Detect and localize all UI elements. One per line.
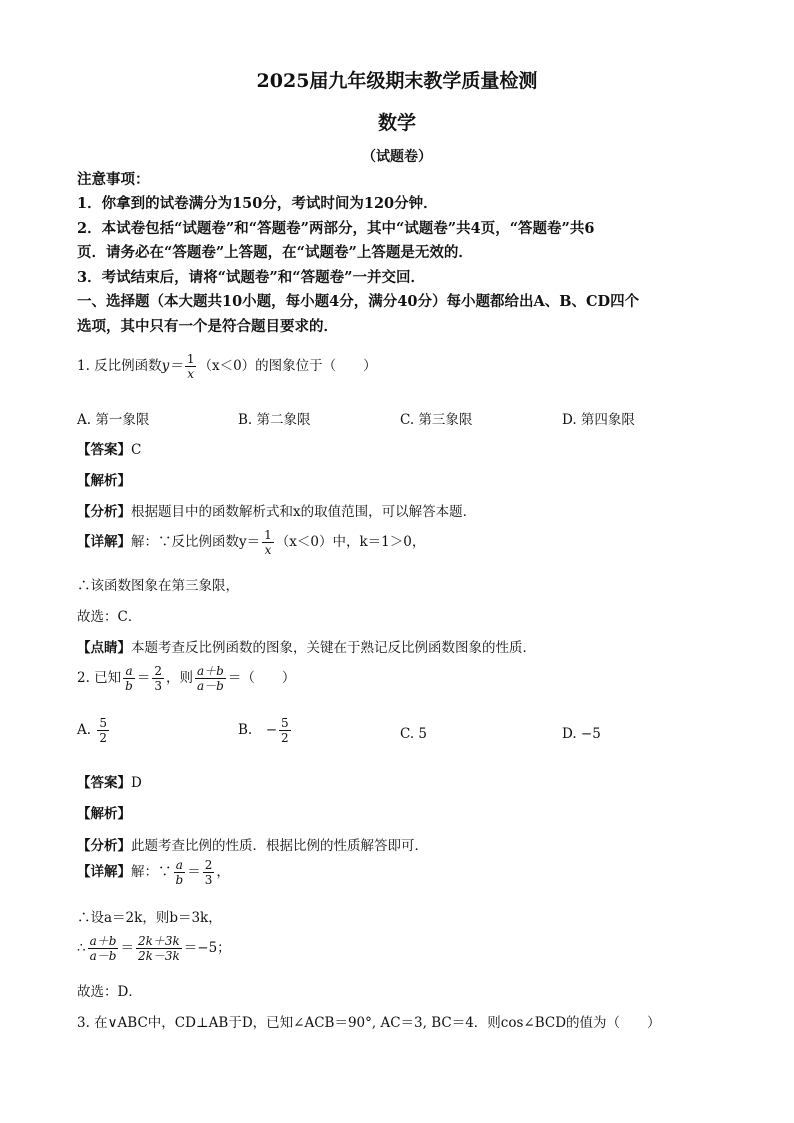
q2-option-a bbox=[77, 716, 111, 745]
q2-detail-frac-ab bbox=[174, 858, 186, 887]
q1-detail-a: 解：∵反比例函数y＝ bbox=[131, 534, 261, 550]
q1-fenxi-text: 根据题目中的函数解析式和x的取值范围，可以解答本题． bbox=[131, 504, 477, 520]
exam-title: 2025届九年级期末教学质量检测 bbox=[256, 70, 538, 92]
note-2b: 页．请务必在“答题卷”上答题，在“试题卷”上答题是无效的． bbox=[77, 244, 473, 261]
q2-step-1: ∴设a＝2k，则b＝3k， bbox=[77, 910, 222, 926]
q2-frac-ab bbox=[123, 664, 135, 693]
q2-mid: ，则 bbox=[166, 670, 193, 686]
q1-fenxi-tag: 【分析】 bbox=[77, 504, 131, 520]
section1-line2: 选项，其中只有一个是符合题目要求的． bbox=[77, 318, 338, 335]
q2-answer-tag: 【答案】 bbox=[77, 775, 131, 791]
q2-answer-value: D bbox=[131, 775, 142, 791]
q1-detail bbox=[77, 528, 425, 557]
q2-opt-b-num: 5 bbox=[281, 716, 289, 730]
q2-f2-den: 3 bbox=[154, 679, 162, 693]
paper-type: （试题卷） bbox=[362, 149, 432, 165]
q1-prefix: 1. 反比例函数 bbox=[77, 358, 162, 374]
q2-tail: ＝（ ） bbox=[227, 670, 296, 686]
q2-eq: ＝ bbox=[136, 670, 151, 686]
q2-s2-frac-2 bbox=[136, 934, 182, 963]
q2-fenxi-text: 此题考查比例的性质．根据比例的性质解答即可． bbox=[131, 838, 428, 854]
q2-step-2 bbox=[77, 934, 231, 963]
q2-fenxi-tag: 【分析】 bbox=[77, 838, 131, 854]
q2-frac-sum-diff bbox=[195, 664, 226, 693]
q1-answer-tag: 【答案】 bbox=[77, 442, 131, 458]
q2-s2-frac-1 bbox=[88, 934, 119, 963]
q2-opt-b-frac bbox=[279, 716, 291, 745]
q2-analysis-tag: 【解析】 bbox=[77, 806, 131, 822]
note-3: 3．考试结束后，请将“试题卷”和“答题卷”一并交回． bbox=[77, 269, 425, 286]
q2-detail-a: 解：∵ bbox=[131, 864, 172, 880]
q1-detail-tag: 【详解】 bbox=[77, 534, 131, 550]
q1-frac-den: x bbox=[187, 367, 195, 381]
q2-s2-tail: ＝−5； bbox=[183, 940, 231, 956]
q1-answer-value: C bbox=[131, 442, 142, 458]
q2-d-tail: ， bbox=[216, 864, 230, 880]
q2-s2-f1-den: a－b bbox=[89, 949, 117, 963]
q2-opt-b-den: 2 bbox=[281, 731, 289, 745]
q1-comment bbox=[77, 636, 536, 656]
q1-cond: （x＜0）的图象位于（ ） bbox=[198, 358, 377, 374]
q1-option-c: C. 第三象限 bbox=[400, 412, 473, 428]
note-2a: 2．本试卷包括“试题卷”和“答题卷”两部分，其中“试题卷”共4页，“答题卷”共6 bbox=[77, 220, 595, 237]
q2-s2-f1-num: a＋b bbox=[89, 934, 117, 948]
q2-option-c: C. 5 bbox=[400, 726, 428, 742]
q1-step-1: ∴该函数图象在第三象限， bbox=[77, 578, 239, 594]
question-3: 3. 在∨ABC中，CD⊥AB于D，已知∠ACB＝90°, AC＝3, BC＝4．则cos∠BCD的值为（ ） bbox=[77, 1015, 661, 1031]
q1-choose: 故选：C． bbox=[77, 609, 142, 625]
q1-option-a: A. 第一象限 bbox=[77, 412, 150, 428]
q2-s2-f2-num: 2k＋3k bbox=[137, 934, 180, 948]
note-1: 1．你拿到的试卷满分为150分，考试时间为120分钟． bbox=[77, 195, 438, 212]
q2-detail-frac-23 bbox=[203, 858, 215, 887]
q2-answer bbox=[77, 771, 142, 791]
q2-fenxi bbox=[77, 834, 428, 854]
q2-d-f1-num: a bbox=[175, 858, 183, 872]
q2-opt-a-frac bbox=[97, 716, 109, 745]
question-2 bbox=[77, 664, 295, 693]
q2-prefix: 2. 已知 bbox=[77, 670, 122, 686]
q2-d-f1-den: b bbox=[175, 873, 184, 887]
q2-f1-den: b bbox=[125, 679, 133, 693]
q1-comment-tag: 【点睛】 bbox=[77, 640, 131, 656]
q2-choose: 故选：D． bbox=[77, 984, 142, 1000]
q2-frac-23 bbox=[152, 664, 164, 693]
q2-f3-num: a＋b bbox=[197, 664, 224, 678]
q2-f1-num: a bbox=[125, 664, 133, 678]
q2-d-f2-num: 2 bbox=[204, 858, 213, 872]
q1-option-d: D. 第四象限 bbox=[562, 412, 635, 428]
q2-f2-num: 2 bbox=[154, 664, 162, 678]
q2-opt-a-den: 2 bbox=[99, 731, 107, 745]
q2-step2-a: ∴ bbox=[77, 940, 86, 956]
q2-detail bbox=[77, 858, 230, 887]
q2-opt-a-num: 5 bbox=[99, 716, 107, 730]
q1-fraction bbox=[185, 352, 197, 381]
q1-detail-den: x bbox=[264, 543, 272, 557]
q2-opt-a-label: A. bbox=[77, 722, 92, 738]
q1-answer bbox=[77, 438, 141, 458]
q1-detail-b: （x＜0）中，k＝1＞0， bbox=[275, 534, 426, 550]
q1-detail-fraction bbox=[262, 528, 274, 557]
notes-heading: 注意事项： bbox=[77, 171, 150, 188]
q2-d-f2-den: 3 bbox=[204, 873, 213, 887]
section1-line1: 一、选择题（本大题共10小题，每小题4分，满分40分）每小题都给出A、B、CD四个 bbox=[77, 293, 640, 310]
q2-s2-eq: ＝ bbox=[120, 940, 134, 956]
q1-comment-text: 本题考查反比例函数的图象，关键在于熟记反比例函数图象的性质． bbox=[131, 640, 536, 656]
q1-func: y＝ bbox=[161, 358, 183, 374]
q1-frac-num: 1 bbox=[186, 352, 195, 366]
subject-title: 数学 bbox=[377, 112, 416, 134]
q2-option-b bbox=[238, 716, 293, 745]
q2-opt-b-label: B. − bbox=[238, 722, 278, 738]
q1-option-b: B. 第二象限 bbox=[238, 412, 311, 428]
q1-fenxi bbox=[77, 500, 476, 520]
q2-d-eq: ＝ bbox=[187, 864, 201, 880]
q2-s2-f2-den: 2k－3k bbox=[137, 949, 180, 963]
q2-f3-den: a－b bbox=[197, 679, 224, 693]
q1-detail-num: 1 bbox=[264, 528, 272, 542]
q1-analysis-tag: 【解析】 bbox=[77, 473, 131, 489]
q2-option-d: D. −5 bbox=[562, 726, 601, 742]
question-1 bbox=[77, 352, 377, 381]
q2-detail-tag: 【详解】 bbox=[77, 864, 131, 880]
